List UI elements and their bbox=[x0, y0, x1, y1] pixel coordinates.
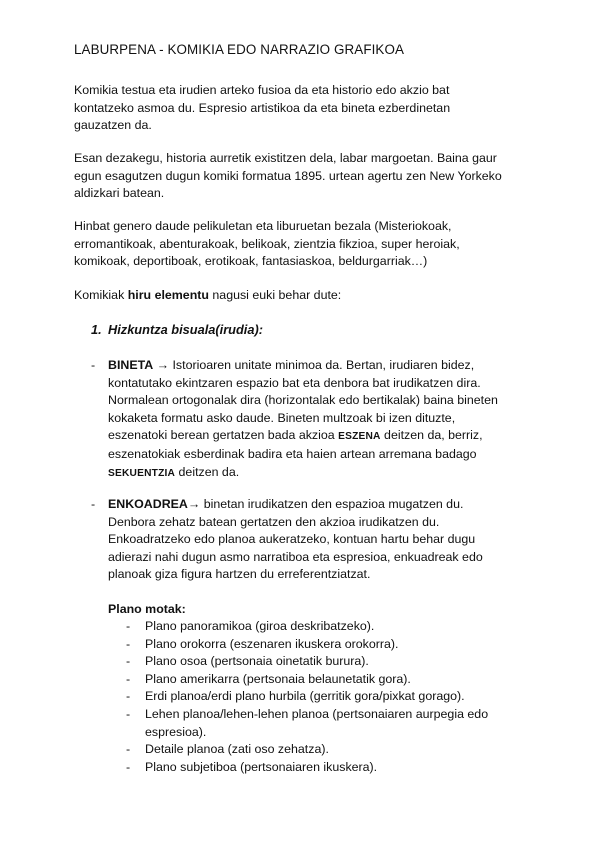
text-line: erromantikoak, abenturakoak, belikoak, zientzia fikzioa, super heroiak, bbox=[74, 236, 460, 251]
section-number: 1. bbox=[91, 322, 102, 337]
arrow: → bbox=[153, 358, 173, 372]
dash-bullet: - bbox=[126, 619, 131, 633]
text-fragment: deitzen da, berriz, bbox=[380, 428, 483, 443]
enkoadrea-item bbox=[108, 496, 538, 584]
history-paragraph bbox=[74, 150, 544, 203]
text-line: Esan dezakegu, historia aurretik existitzen dela, labar margoetan. Baina gaur bbox=[74, 151, 497, 165]
dash-bullet: - bbox=[126, 689, 131, 704]
list-item-text: Lehen planoa/lehen-lehen planoa (pertsonaiaren aurpegia edo espresioa). bbox=[145, 706, 489, 739]
text-line: Denbora zehatz batean gertatzen den akzioa irudikatzen du. bbox=[108, 514, 440, 529]
text-line: komikoak, deportiboak, erotikoak, fantasiaskoa, beldurgarriak…) bbox=[74, 254, 428, 269]
dash-bullet: - bbox=[126, 671, 131, 686]
sekuentzia-term: SEKUENTZIA bbox=[108, 467, 176, 479]
section-heading bbox=[91, 321, 263, 339]
bold-phrase: hiru elementu bbox=[127, 288, 209, 302]
arrow: → bbox=[187, 497, 204, 511]
section-title: Hizkuntza bisuala(irudia): bbox=[108, 322, 263, 337]
text-fragment: eszenatoki berean gertatzen bada akzioa bbox=[108, 428, 339, 443]
text-fragment: deitzen da. bbox=[175, 464, 240, 479]
list-item-text: Detaile planoa (zati oso zehatza). bbox=[145, 742, 329, 757]
list-item bbox=[126, 706, 546, 741]
text-fragment: Komikiak bbox=[74, 288, 128, 302]
text-fragment: nagusi euki behar dute: bbox=[208, 288, 342, 302]
text-line: kontatutako ekintzaren espazio bat eta denbora bat irudikatzen dira. bbox=[108, 375, 481, 390]
plano-motak-title: Plano motak: bbox=[108, 602, 186, 616]
list-item bbox=[126, 618, 546, 636]
list-item-text: Plano orokorra (eszenaren ikuskera orokorra). bbox=[145, 636, 399, 651]
list-item-text: Plano panoramikoa (giroa deskribatzeko). bbox=[145, 619, 375, 633]
dash-bullet: - bbox=[126, 706, 131, 721]
text-line: gauzatzen da. bbox=[74, 118, 152, 133]
text-line: Komikia testua eta irudien arteko fusioa da eta historio edo akzio bat bbox=[74, 83, 450, 97]
list-item-text: Plano subjetiboa (pertsonaiaren ikuskera). bbox=[145, 759, 378, 774]
list-item bbox=[126, 688, 546, 706]
text-line: Enkoadratzeko edo planoa aukeratzeko, kontuan hartu behar dugu bbox=[108, 532, 476, 547]
list-item-text: Plano amerikarra (pertsonaia belaunetatik gora). bbox=[145, 671, 411, 686]
dash-bullet: - bbox=[126, 654, 131, 669]
text-line: planoak giza figura hartzen du erreferentziatzat. bbox=[108, 567, 371, 582]
genres-paragraph bbox=[74, 218, 544, 271]
list-item bbox=[126, 759, 546, 777]
list-item-text: Erdi planoa/erdi plano hurbila (gerritik gora/pixkat gorago). bbox=[145, 689, 465, 704]
text-line: kontatzeko asmoa du. Espresio artistikoa da eta bineta ezberdinetan bbox=[74, 100, 451, 115]
term: ENKOADREA bbox=[108, 497, 188, 511]
text-line: kokaketa formatu asko daude. Bineten multzoak bi izen dituzte, bbox=[108, 410, 456, 425]
text-line: eszenatokiak esberdinak badira eta haien artean arremana badago bbox=[108, 446, 477, 461]
intro-paragraph bbox=[74, 82, 544, 135]
text-fragment: binetan irudikatzen den espazioa mugatzen du. bbox=[203, 497, 464, 511]
list-item bbox=[126, 671, 546, 689]
bineta-item bbox=[108, 357, 538, 482]
term: BINETA bbox=[108, 358, 154, 372]
text-line: Hinbat genero daude pelikuletan eta liburuetan bezala (Misteriokoak, bbox=[74, 219, 452, 233]
dash-bullet: - bbox=[91, 497, 96, 511]
plano-motak-list bbox=[126, 618, 546, 776]
dash-bullet: - bbox=[91, 358, 96, 372]
text-fragment: Istorioaren unitate minimoa da. Bertan, irudiaren bidez, bbox=[172, 358, 475, 372]
dash-bullet: - bbox=[126, 759, 131, 774]
text-line: egun esagutzen dugun komiki formatua 1895. urtean agertu zen New Yorkeko bbox=[74, 168, 502, 183]
list-item bbox=[126, 636, 546, 654]
document-title: LABURPENA - KOMIKIA EDO NARRAZIO GRAFIKOA bbox=[74, 42, 405, 57]
dash-bullet: - bbox=[126, 636, 131, 651]
dash-bullet: - bbox=[126, 742, 131, 757]
list-item-text: Plano osoa (pertsonaia oinetatik burura). bbox=[145, 654, 369, 669]
eszena-term: ESZENA bbox=[338, 431, 381, 443]
list-item bbox=[126, 653, 546, 671]
elements-intro bbox=[74, 287, 544, 305]
list-item bbox=[126, 741, 546, 759]
text-line: aldizkari batean. bbox=[74, 186, 165, 201]
text-line: adierazi nahi dugun asmo narratiboa eta espresioa, enkuadreak edo bbox=[108, 549, 483, 564]
text-line: Normalean ortogonalak dira (horizontalak edo bertikalak) baina bineten bbox=[108, 393, 498, 408]
